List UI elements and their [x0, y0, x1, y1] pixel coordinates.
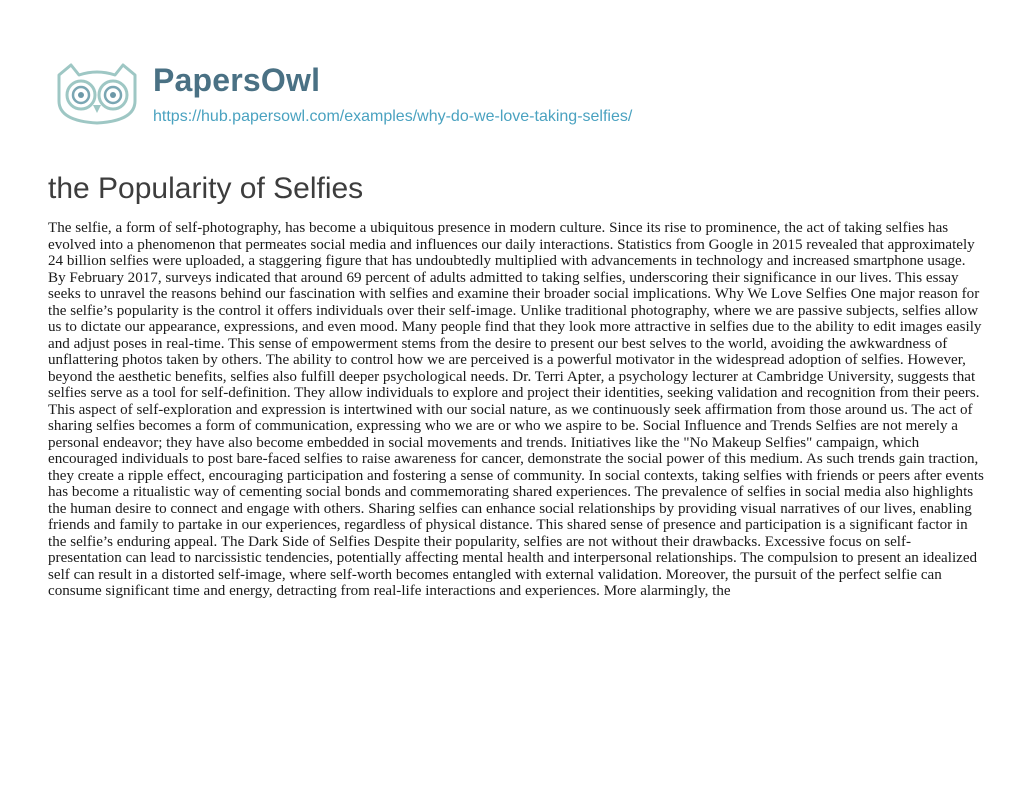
article-title: the Popularity of Selfies	[48, 172, 364, 205]
site-header	[49, 57, 749, 137]
brand-name[interactable]: PapersOwl	[153, 62, 321, 98]
page-url-link[interactable]: https://hub.papersowl.com/examples/why-do-we-love-taking-selfies/	[153, 108, 633, 125]
owl-logo-icon[interactable]	[49, 61, 145, 125]
article-body: The selfie, a form of self-photography, has become a ubiquitous presence in modern culture. Since its rise to prominence, the act of taking selfies has evolved into a phenomenon that permeates social media and influences our daily interactions. Statistics from Google in 2015 revealed that approximately 24 billion selfies were uploaded, a staggering figure that has undoubtedly multiplied with advancements in technology and increased smartphone usage. By February 2017, surveys indicated that around 69 percent of adults admitted to taking selfies, underscoring their significance in our lives. This essay seeks to unravel the reasons behind our fascination with selfies and examine their broader social implications. Why We Love Selfies One major reason for the selfie’s popularity is the control it offers individuals over their self-image. Unlike traditional photography, where we are passive subjects, selfies allow us to dictate our appearance, expressions, and even mood. Many people find that they look more attractive in selfies due to the ability to edit images easily and adjust poses in real-time. This sense of empowerment stems from the desire to present our best selves to the world, avoiding the awkwardness of unflattering photos taken by others. The ability to control how we are perceived is a powerful motivator in the widespread adoption of selfies. However, beyond the aesthetic benefits, selfies also fulfill deeper psychological needs. Dr. Terri Apter, a psychology lecturer at Cambridge University, suggests that selfies serve as a tool for self-definition. They allow individuals to explore and project their identities, seeking validation and recognition from their peers. This aspect of self-exploration and expression is intertwined with our social nature, as we continuously seek affirmation from those around us. The act of sharing selfies becomes a form of communication, expressing who we are or who we aspire to be. Social Influence and Trends Selfies are not merely a personal endeavor; they have also become embedded in social movements and trends. Initiatives like the "No Makeup Selfies" campaign, which encouraged individuals to post bare-faced selfies to raise awareness for cancer, demonstrate the social power of this medium. As such trends gain traction, they create a ripple effect, encouraging participation and fostering a sense of community. In social contexts, taking selfies with friends or peers after events has become a ritualistic way of cementing social bonds and commemorating shared experiences. The prevalence of selfies in social media also highlights the human desire to connect and engage with others. Sharing selfies can enhance social relationships by providing visual narratives of our lives, enabling friends and family to partake in our experiences, regardless of physical distance. This shared sense of presence and participation is a significant factor in the selfie’s enduring appeal. The Dark Side of Selfies Despite their popularity, selfies are not without their drawbacks. Excessive focus on self-presentation can lead to narcissistic tendencies, potentially affecting mental health and interpersonal relationships. The compulsion to present an idealized self can result in a distorted self-image, where self-worth becomes entangled with external validation. Moreover, the pursuit of the perfect selfie can consume significant time and energy, detracting from real-life interactions and experiences. More alarmingly, the	[48, 220, 984, 599]
